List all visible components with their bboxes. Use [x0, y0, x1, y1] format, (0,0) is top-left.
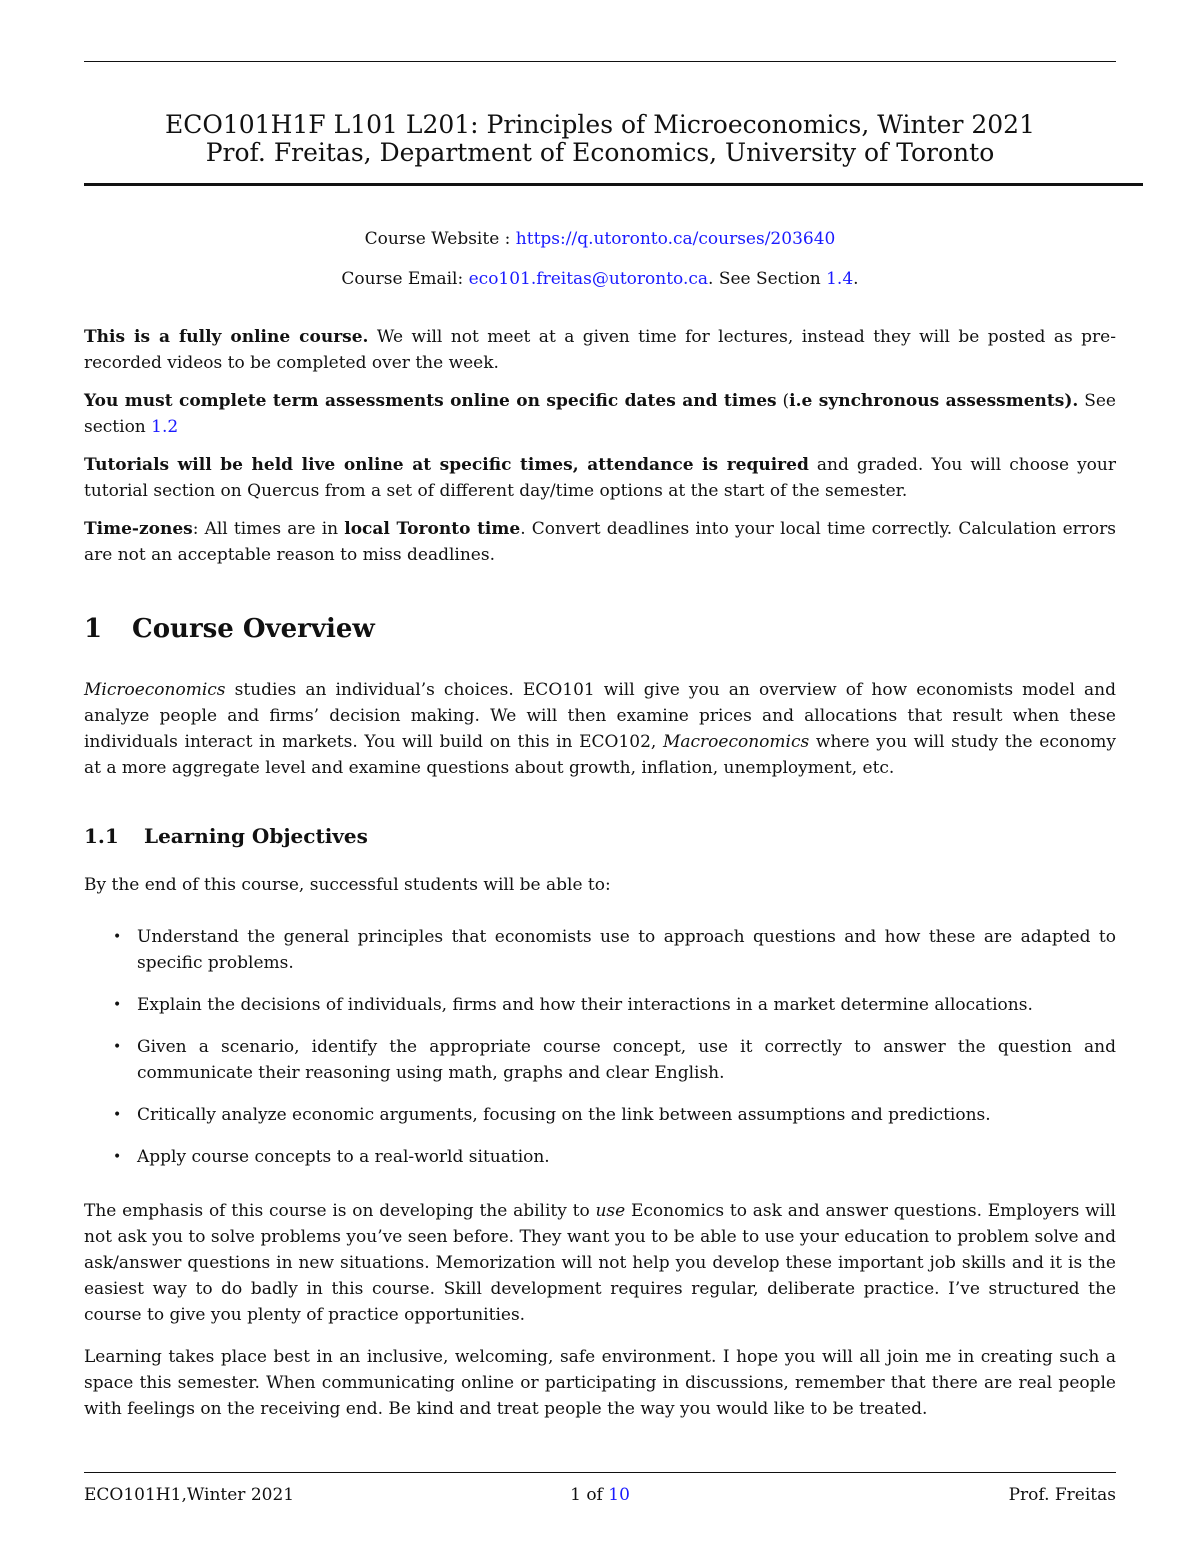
objective-text: Understand the general principles that economists use to approach questions and how these are adapted to specific problems.: [137, 927, 1116, 973]
course-website-line: [0, 226, 1200, 252]
list-item: [84, 1144, 1116, 1170]
footer-page-current: 1 of: [570, 1485, 609, 1505]
notice-tutorials-text: and graded. You will choose your tutorial section on Quercus from a set of different day/time options at the start of the semester.: [84, 455, 1116, 501]
list-item: [84, 1102, 1116, 1128]
notice-online: [84, 324, 1116, 376]
notice-timezones-text1: : All times are in: [192, 519, 345, 539]
overview-text1: studies an individual’s choices. ECO101 will give you an overview of how economists model and analyze people and firms’ decision making. We will then examine prices and allocations that result when these individuals interact in markets. You will build on this in ECO102,: [84, 680, 1116, 752]
section-1-4-link[interactable]: 1.4: [826, 269, 854, 289]
section-1-2-link[interactable]: 1.2: [151, 417, 179, 437]
bullet-icon: •: [113, 929, 122, 945]
notice-assessments-text1: (: [776, 391, 790, 411]
emphasis-text2: Economics to ask and answer questions. Employers will not ask you to solve problems you’ve seen before. They want you to be able to use your education to problem solve and ask/answer questions in new situations. Memorization will not help you develop these important job skills and it is the easiest way to do badly in this course. Skill development requires regular, deliberate practice. I’ve structured the course to give you plenty of practice opportunities.: [84, 1201, 1116, 1325]
overview-text2: where you will study the economy at a more aggregate level and examine questions about growth, inflation, unemployment, etc.: [84, 732, 1116, 778]
overview-italic-macro: Macroeconomics: [662, 732, 810, 752]
notice-assessments-bold: You must complete term assessments online on specific dates and times: [84, 391, 777, 411]
footer-course: ECO101H1,Winter 2021: [84, 1485, 295, 1505]
footer-author: Prof. Freitas: [1008, 1485, 1116, 1505]
footer-rule: [84, 1472, 1116, 1473]
course-email-line: [0, 266, 1200, 292]
notice-timezones-bold1: Time-zones: [84, 519, 193, 539]
course-email-link[interactable]: eco101.freitas@utoronto.ca: [468, 269, 709, 289]
notice-timezones: [84, 516, 1116, 568]
bullet-icon: •: [113, 1149, 122, 1165]
emphasis-italic: use: [595, 1201, 626, 1221]
list-item: [84, 924, 1116, 976]
header-rule: [84, 183, 1143, 186]
section-heading-course-overview: [84, 612, 375, 646]
subsection-number: 1.1: [84, 824, 119, 848]
bullet-icon: •: [113, 1039, 122, 1055]
list-item: [84, 992, 1116, 1018]
footer-page-total-link[interactable]: 10: [608, 1485, 630, 1505]
notice-tutorials-bold: Tutorials will be held live online at specific times, attendance is required: [84, 455, 809, 475]
section-title: Course Overview: [132, 614, 375, 644]
environment-paragraph: Learning takes place best in an inclusive, welcoming, safe environment. I hope you will all join me in creating such a space this semester. When communicating online or participating in discussions, remember that there are real people with feelings on the receiving end. Be kind and treat people the way you would like to be treated.: [84, 1347, 1116, 1419]
objective-text: Explain the decisions of individuals, firms and how their interactions in a market determine allocations.: [137, 995, 1033, 1015]
notice-assessments-bold2: i.e synchronous assessments).: [789, 391, 1079, 411]
objective-text: Critically analyze economic arguments, focusing on the link between assumptions and predictions.: [137, 1105, 991, 1125]
notice-online-text: We will not meet at a given time for lectures, instead they will be posted as pre-recorded videos to be completed over the week.: [84, 327, 1116, 373]
objectives-lead: By the end of this course, successful students will be able to:: [84, 875, 611, 895]
objective-text: Given a scenario, identify the appropriate course concept, use it correctly to answer the question and communicate their reasoning using math, graphs and clear English.: [137, 1037, 1116, 1083]
emphasis-paragraph: [84, 1198, 1116, 1328]
course-email-end: .: [853, 269, 859, 289]
course-website-link[interactable]: https://q.utoronto.ca/courses/203640: [515, 229, 836, 249]
document-subtitle: Prof. Freitas, Department of Economics, University of Toronto: [205, 138, 995, 167]
subsection-heading-learning-objectives: [84, 822, 368, 850]
top-rule: [84, 61, 1116, 62]
notice-tutorials: [84, 452, 1116, 504]
objective-text: Apply course concepts to a real-world situation.: [137, 1147, 550, 1167]
list-item: [84, 1034, 1116, 1086]
notice-online-bold: This is a fully online course.: [84, 327, 369, 347]
objectives-list: [84, 924, 1116, 1186]
bullet-icon: •: [113, 997, 122, 1013]
notice-assessments-text2: See section: [84, 391, 1116, 437]
document-title: ECO101H1F L101 L201: Principles of Microeconomics, Winter 2021: [165, 110, 1035, 139]
course-website-label: Course Website :: [364, 229, 516, 249]
course-email-suffix: . See Section: [708, 269, 827, 289]
notice-timezones-bold2: local Toronto time: [344, 519, 521, 539]
overview-paragraph: [84, 677, 1116, 781]
course-email-label: Course Email:: [341, 269, 469, 289]
section-number: 1: [84, 614, 103, 644]
overview-italic-micro: Microeconomics: [84, 680, 226, 700]
notice-assessments: [84, 388, 1116, 440]
notice-timezones-text2: . Convert deadlines into your local time correctly. Calculation errors are not an acceptable reason to miss deadlines.: [84, 519, 1116, 565]
emphasis-text1: The emphasis of this course is on developing the ability to: [84, 1201, 596, 1221]
bullet-icon: •: [113, 1107, 122, 1123]
subsection-title: Learning Objectives: [144, 824, 368, 848]
